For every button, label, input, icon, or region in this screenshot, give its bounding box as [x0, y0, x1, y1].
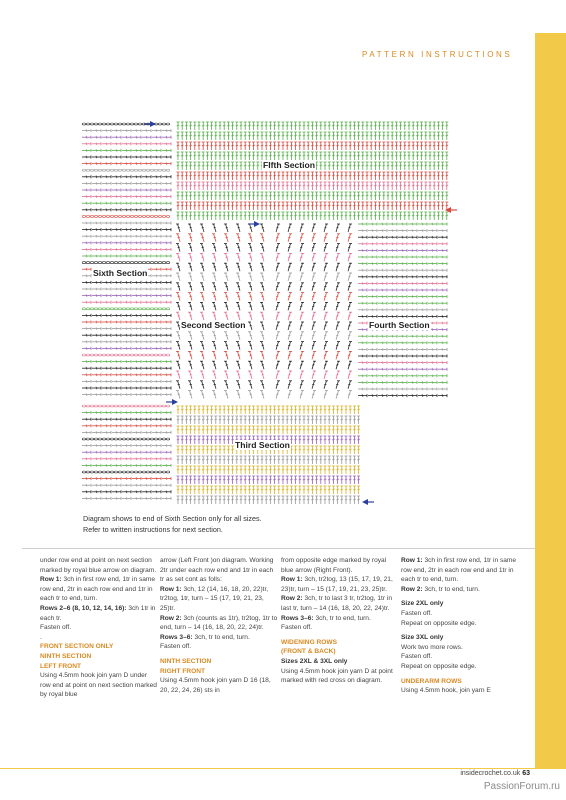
text-column-3	[281, 556, 399, 686]
paragraph: Fasten off.	[401, 609, 433, 617]
paragraph: Row 2: 3ch, tr to last 3 tr, tr2tog, 1tr in last tr, turn – 14 (16, 18, 20, 22, 24)tr.	[281, 595, 393, 612]
heading: (FRONT & BACK)	[281, 648, 336, 656]
heading: UNDERARM ROWS	[401, 677, 462, 685]
paragraph: Using 4.5mm hook, join yarn E	[401, 687, 491, 695]
paragraph: Using 4.5mm hook join yarn D under row end at point on next section marked by royal blue	[40, 672, 157, 699]
heading: WIDENING ROWS	[281, 638, 338, 646]
paragraph: Row 1: 3ch, 12 (14, 16, 18, 20, 22)tr, tr2tog, 1tr, turn – 15 (17, 19, 21, 23, 25)tr.	[160, 585, 269, 612]
paragraph: arrow (Left Front )on diagram. Working 2tr under each row end and 1tr in each tr as set cont as folls:	[160, 557, 274, 584]
paragraph: Rows 2–6 (8, 10, 12, 14, 16): 3ch 1tr in each tr.	[40, 604, 156, 622]
heading: LEFT FRONT	[40, 662, 82, 670]
paragraph: Row 1: 3ch in first row end, 1tr in same row end, 2tr in each row end and 1tr in each tr to end, turn.	[401, 557, 517, 584]
paragraph: under row end at point on next section marked by royal blue arrow on diagram.	[40, 557, 157, 574]
paragraph: from opposite edge marked by royal blue arrow (Right Front).	[281, 557, 387, 574]
text-column-4	[401, 556, 519, 696]
paragraph: Fasten off.	[160, 643, 192, 651]
label-second-section: Second Section	[181, 320, 246, 330]
label-fourth-section: Fourth Section	[369, 320, 430, 330]
paragraph: Work two more rows.	[401, 643, 463, 651]
subheading: Sizes 2XL & 3XL only	[281, 657, 348, 665]
text-column-1	[40, 556, 158, 700]
paragraph: Fasten off.	[281, 624, 313, 632]
paragraph: Row 2: 3ch (counts as 1tr), tr2tog, 1tr to end, turn – 14 (16, 18, 20, 22, 24)tr.	[160, 614, 278, 632]
page-footer	[460, 770, 530, 777]
watermark: PassionForum.ru	[483, 781, 560, 792]
page-header: PATTERN INSTRUCTIONS	[362, 50, 513, 59]
label-fifth-section: FIfth Section	[263, 160, 316, 170]
side-color-stripe	[535, 33, 566, 768]
paragraph: Using 4.5mm hook join yarn D 16 (18, 20, 22, 24, 26) sts in	[160, 677, 271, 694]
paragraph: Row 1: 3ch in first row end, 1tr in same row end, 2tr in each row end and 1tr in each tr to end, turn.	[40, 576, 156, 603]
divider	[22, 548, 535, 549]
heading: NINTH SECTION	[40, 652, 92, 660]
paragraph: Row 2: 3ch, tr to end, turn.	[401, 585, 480, 593]
label-third-section: Third Section	[235, 440, 290, 450]
paragraph: Rows 3–6: 3ch, tr to end, turn.	[281, 614, 371, 622]
paragraph: Repeat on opposite edge.	[401, 619, 477, 627]
footer-site: insidecrochet.co.uk	[460, 770, 521, 777]
footer-rule	[0, 768, 566, 769]
caption-line-1: Diagram shows to end of Sixth Section only for all sizes.	[83, 514, 262, 523]
crochet-diagram	[80, 118, 460, 510]
page-number: 63	[522, 770, 530, 777]
text-column-2	[160, 556, 278, 695]
label-sixth-section: Sixth Section	[93, 268, 148, 278]
heading: FRONT SECTION ONLY	[40, 643, 114, 651]
heading: RIGHT FRONT	[160, 667, 206, 675]
paragraph: Fasten off.	[40, 624, 72, 632]
subheading: Size 3XL only	[401, 634, 444, 642]
paragraph: Repeat on opposite edge.	[401, 662, 477, 670]
paragraph: Fasten off.	[401, 653, 433, 661]
paragraph: Row 1: 3ch, tr2tog, 13 (15, 17, 19, 21, 23)tr, turn – 15 (17, 19, 21, 23, 25)tr.	[281, 576, 393, 593]
heading: NINTH SECTION	[160, 657, 212, 665]
paragraph: .	[40, 633, 42, 641]
paragraph: Using 4.5mm hook join yarn D at point marked with red cross on diagram.	[281, 667, 393, 685]
paragraph: Rows 3–6: 3ch, tr to end, turn.	[160, 633, 250, 641]
subheading: Size 2XL only	[401, 600, 444, 608]
crochet-chart-svg	[80, 118, 460, 510]
diagram-caption	[83, 514, 363, 535]
caption-line-2: Refer to written instructions for next section.	[83, 524, 223, 534]
